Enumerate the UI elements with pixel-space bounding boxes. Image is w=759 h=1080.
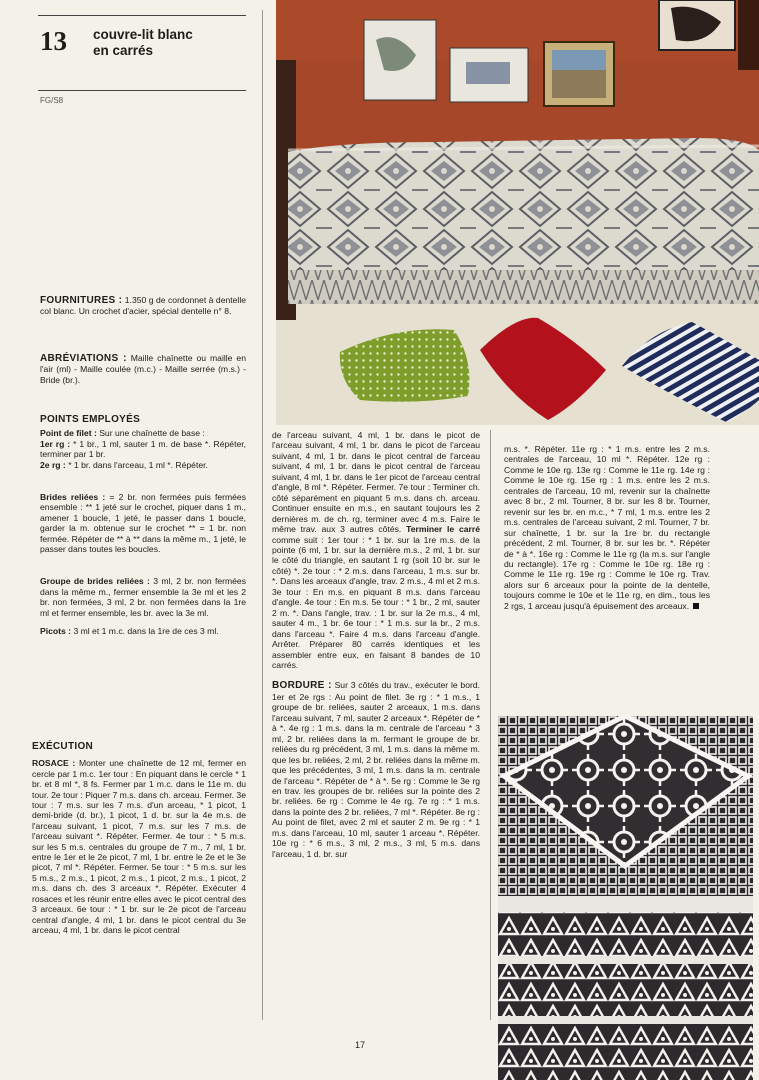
fournitures-heading: FOURNITURES : [40, 295, 123, 306]
bordure-label: BORDURE : [272, 680, 332, 692]
column3-text: m.s. *. Répéter. 11e rg : * 1 m.s. entre les 2 m.s. centrales de l'arceau, 10 ml *. Répéter. 12e rg : Comme le 10e rg. 13e rg : Comme le 11e rg. 14e rg : Comme le 10e rg. 15e rg : 1 m.s. entre les 2 m.s. centrales de l'arceau, 10 ml, revenir sur la chaînette avec 8 br., 2 ml. Tourner, 8 br. sur les 8 br. Tourner, revenir sur les br. en m.c., * 7 ml, 1 m.s. entre les 2 m.s. centrales de l'arceau suivant, 2 ml. Tourner, 7 br. sur chaînette, 1 br. sur la 1re br. du rectangle précédent, 2 ml. Tourner, 8 br. sur les br. *. Répéter de * à *. 16e rg : Comme le 11e rg (la m.s. sur l'angle du rectangle). 17e rg : Comme le 10e rg. 18e rg : Comme le 11e rg. 19e rg : Comme le 10e rg. Trav. alors sur 6 arceaux pour la pointe de la dentelle, toujours comme le 10e et le 11e rg, en dim., tous les 2 rgs, 1 arceau jusqu'à épuisement des arceaux. [504, 444, 710, 611]
brides-reliees-heading: Brides reliées : [40, 492, 106, 503]
header-rule-top [38, 15, 246, 16]
execution-heading: EXÉCUTION [32, 741, 94, 752]
column-divider-1 [262, 10, 263, 1020]
filet-rg1-label: 1er rg : [40, 438, 71, 449]
points-heading: POINTS EMPLOYÉS [40, 414, 141, 425]
points-section [40, 415, 246, 637]
wall-frame-2 [450, 48, 528, 102]
filet-rg2-text: * 1 br. dans l'arceau, 1 ml *. Répéter. [68, 459, 208, 470]
abreviations-text: Maille chaînette ou maille en l'air (ml) - Maille coulée (m.c.) - Maille serrée (m.s.) - Bride (br.). [40, 353, 246, 385]
groupe-heading: Groupe de brides reliées : [40, 576, 150, 587]
text-column-3 [504, 444, 710, 611]
page-number: 17 [355, 1040, 366, 1050]
brides-reliees-text: = 2 br. non fermées puis fermées ensemble : ** 1 jeté sur le crochet, piquer dans 1 m., amener 1 boucle, 1 jeté, le passer dans 1 boucle, garder la m. obtenue sur le crochet ** = 1 br. non fermée. Répéter de ** à ** dans la même m., 1 jeté, le passer dans toutes les boucles. [40, 492, 246, 555]
picots-heading: Picots : [40, 626, 72, 637]
pattern-number: 13 [40, 26, 67, 56]
wall-frame-3 [544, 42, 614, 106]
bordure-text: Sur 3 côtés du trav., exécuter le bord. 1er et 2e rgs : Au point de filet. 3e rg : * 1 m.s., 1 groupe de br. reliées, sauter 2 arceaux, 1 m.s. dans l'arceau suivant, 7 ml, sauter 2 arceaux *. Répéter de * à *. 4e rg : 1 m.s. dans la m. centrale de l'arceau * 3 ml, 2 br. reliées dans la m. fermant le groupe de br. reliées du rg précédent, 3 ml, 1 m.s. dans la même m. que les br. reliées, 2 ml, 2 br. reliées dans la même m. que les précédentes, 3 ml, 1 m.s. dans la m. centrale de l'arceau *. Répéter de * à *. 5e rg : Comme le 3e rg en trav. les groupes de br. reliées sur la pointe des 2 br. reliées. 6e rg : Comme le 4e rg. 7e rg : * 1 m.s. dans la pointe des 2 br. reliées, 7 ml *. Répéter. 8e rg : Au point de filet, avec 2 ml et sauter 2 m. 9e rg : * 1 m.s. dans l'arceau, 10 ml, sauter 1 arceau *. Répéter. 10e rg : * 6 m.s., 3 ml, 2 m.s., 3 ml, 5 m.s. dans l'arceau, 1 d. br. sur [272, 680, 480, 859]
fournitures-text: 1.350 g de cordonnet à dentelle col blanc. Un crochet d'acier, spécial dentelle n° 8. [40, 295, 247, 317]
brides-reliees-paragraph [40, 492, 246, 554]
bordure-paragraph [272, 680, 480, 859]
wall-frame-1 [364, 20, 436, 100]
rosace-text: Monter une chaînette de 12 ml, fermer en cercle par 1 m.c. 1er tour : En piquant dans le cercle * 1 br. et 8 ml *, 8 fs. Fermer par 1 m.c. dans le 11e m. du tour. 2e tour : Piquer 7 m.s. dans ch. arceau. Fermer. 3e tour : 7 m.s. sur les 7 m.s. d'un arceau, * 1 picot, 1 demi-bride (d. br.), 1 picot, 1 d. br. sur la 4e m.s. de l'arceau suivant, 1 picot, 7 m.s. sur les 7 m.s. de l'arceau suivant *. Répéter. Fermer. 4e tour : * 5 m.s. sur les 5 m.s. centrales du groupe de 7 m., 7 ml, 1 br. entre le 1er et le 2e picot, 7 ml, 1 br. entre le 2e et le 3e picot, 7 ml *. Répéter. Fermer. 5e tour : * 5 m.s. sur les 5 m.s., 2 m.s., 1 picot, 2 m.s., 1 picot, 2 m.s., 1 picot, 2 m.s. dans ch. des 3 arceaux *. Répéter. Exécuter 4 rosaces et les réunir entre elles avec le picot central des 3 arceaux. 6e tour : * 1 br. sur le 2e picot de l'arceau central d'angle, 4 ml, 1 br. dans le picot central du 3e arceau, 4 ml, 1 br. dans le picot central [32, 758, 246, 935]
pattern-code: FG/S8 [40, 96, 64, 105]
lace-border [288, 270, 759, 304]
filet-intro: Sur une chaînette de base : [99, 428, 205, 439]
bedspread-photo [276, 0, 759, 425]
rosace-paragraph [32, 758, 246, 935]
lace-border-detail [498, 912, 753, 1080]
column-divider-2 [490, 430, 491, 1020]
rosace-label: ROSACE : [32, 758, 76, 769]
text-column-2 [272, 430, 480, 859]
groupe-text: 3 ml, 2 br. non fermées dans la même m., fermer ensemble la 3e ml et les 2 br. non fermées, 3 ml, 2 br. non fermées dans la 1re ml et fermer ensemble, les br. avec la 3e ml. [40, 576, 246, 618]
execution-section [32, 742, 246, 935]
pattern-title: couvre-lit blanc en carrés [93, 27, 193, 58]
column2-text-b: comme suit : 1er tour : * 1 br. sur la 1re m.s. de la pointe (6 ml, 1 br. sur la dernière m.s., 2 ml, 1 br. sur le côté du triangle, en sautant 1 rg (soit 10 br. sur le côté) *. 2e tour : * 2 m.s. dans l'arceau, 1 m.s. sur br. *. Dans les arceaux d'angle, trav. 2 m.s., 4 ml et 2 m.s. 3e tour : En m.s. en piquant 8 m.s. dans l'arceau d'angle. 4e tour : En m.s. 5e tour : * 1 br., 2 ml, sauter 2 m. *. Dans l'angle, trav. : 1 br. sur la 2e m.s., 4 ml, sauter 4 m., 1 br. 6e tour : * 1 m.s. sur la br., 2 m.s. dans l'arceau *. Faire 4 m.s. dans l'arceau d'angle. Arrêter. Préparer 80 carrés identiques et les assembler entre eux, en faisant 8 bandes de 10 carrés. [272, 534, 480, 670]
filet-rg2-label: 2e rg : [40, 459, 66, 470]
column2-text-a: de l'arceau suivant, 4 ml, 1 br. dans le picot de l'arceau suivant, 4 ml, 1 br. dans le picot de l'arceau suivant, 4 ml, 1 br. dans le picot central de l'arceau suivant, 4 ml, 1 br. dans le picot central de l'arceau suivant, 4 ml, 1 br. dans le 1er picot de l'arceau central d'angle, 8 ml *. Répéter. Fermer. 7e tour : Terminer ch. côté séparément en piquant 5 m.s. dans ch. arceau. Continuer ensuite en m.s., en sautant toujours les 2 dernières m. de ch. rg, terminer avec 4 m.s. Faire le même trav. aux 3 autres côtés. [272, 430, 480, 535]
filet-rg1-text: * 1 br., 1 ml, sauter 1 m. de base *. Répéter, terminer par 1 br. [40, 438, 247, 460]
end-mark [693, 603, 699, 609]
bedspread [288, 138, 759, 290]
carre-label: Terminer le carré [406, 524, 481, 535]
filet-heading: Point de filet : [40, 428, 97, 439]
picots-paragraph [40, 626, 246, 636]
header-rule-bottom [38, 90, 246, 91]
groupe-paragraph [40, 576, 246, 618]
abreviations-heading: ABRÉVIATIONS : [40, 353, 127, 364]
picots-text: 3 ml et 1 m.c. dans la 1re de ces 3 ml. [73, 626, 219, 637]
filet-paragraph [40, 428, 246, 470]
abreviations-section [40, 353, 246, 385]
fournitures-section [40, 295, 246, 317]
lace-detail-photo [498, 716, 753, 1080]
